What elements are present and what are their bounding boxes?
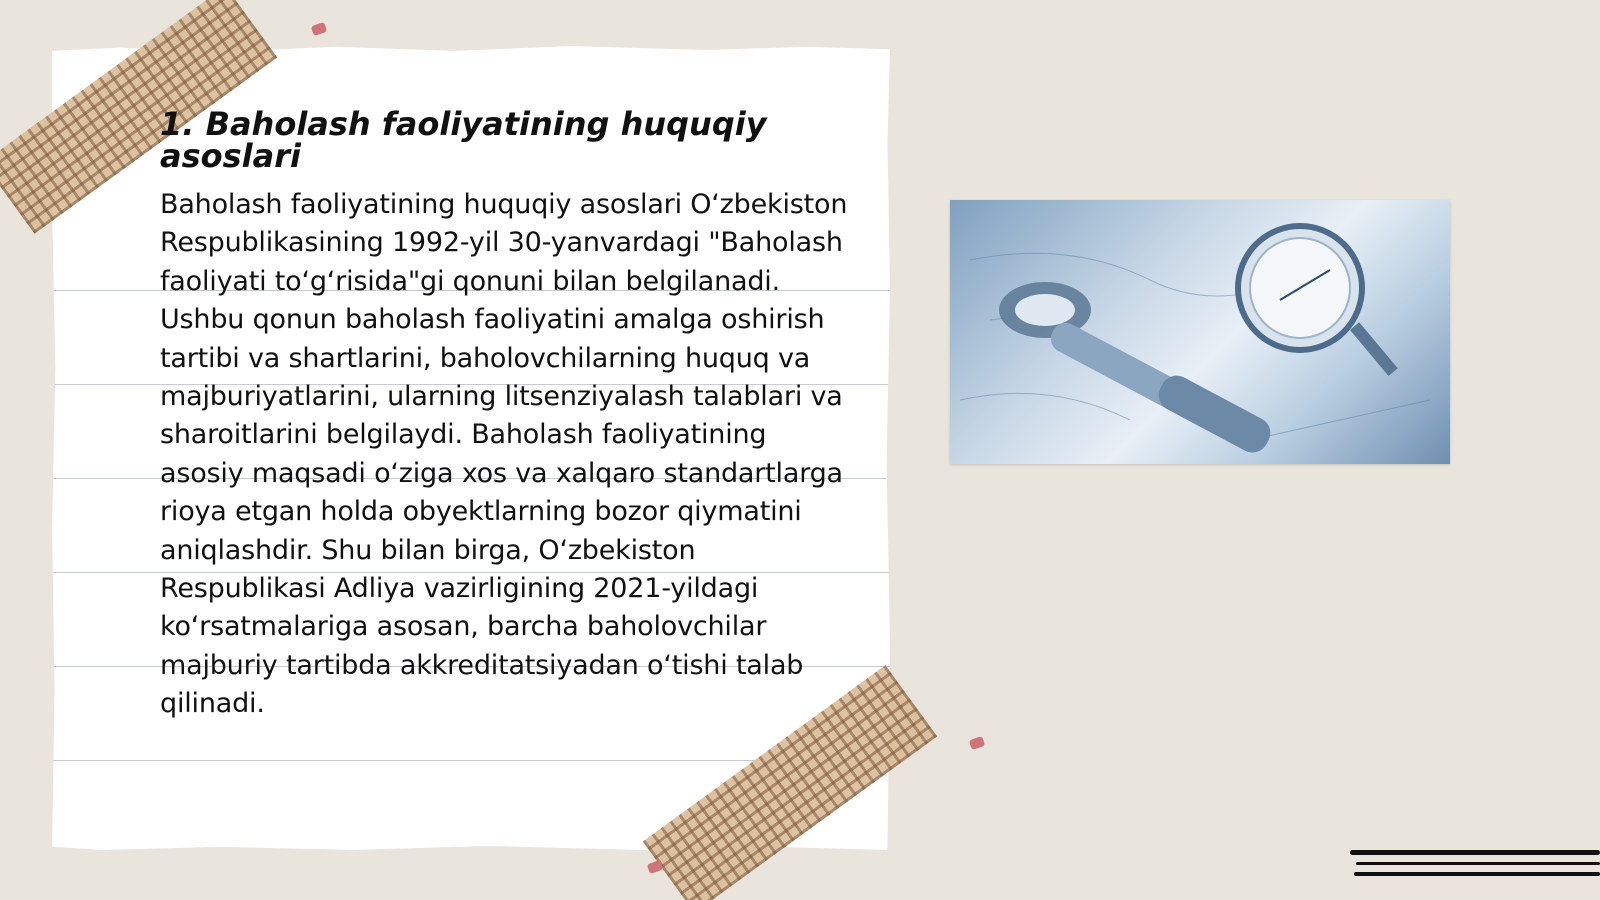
- slide-title: 1. Baholash faoliyatining huquqiy asoslari: [160, 105, 767, 175]
- brush-line: [1350, 850, 1600, 855]
- decorative-brush-lines: [1350, 848, 1600, 888]
- tape-tip: [969, 736, 986, 750]
- measuring-tools-photo: [950, 200, 1450, 464]
- tape-tip: [647, 860, 664, 874]
- brush-line: [1354, 872, 1600, 876]
- slide-body-text: Baholash faoliyatining huquqiy asoslari O‘zbekiston Respublikasining 1992-yil 30-yanvardagi "Baholash faoliyati to‘g‘risida"gi qonuni bilan belgilanadi. Ushbu qonun baholash faoliyatini amalga oshirish tartibi va shartlarini, baholovchilarning huquq va majburiyatlarini, ularning litsenziyalash talablari va sharoitlarini belgilaydi. Baholash faoliyatining asosiy maqsadi o‘ziga xos va xalqaro standartlarga rioya etgan holda obyektlarning bozor qiymatini aniqlashdir. Shu bilan birga, O‘zbekiston Respublikasi Adliya vazirligining 2021-yildagi ko‘rsatmalariga asosan, barcha baholovchilar majburiy tartibda akkreditatsiyadan o‘tishi talab qilinadi.: [160, 189, 848, 720]
- micrometer-and-dial-gauge-icon: [950, 200, 1450, 464]
- tape-tip: [311, 22, 328, 36]
- brush-line: [1356, 862, 1600, 865]
